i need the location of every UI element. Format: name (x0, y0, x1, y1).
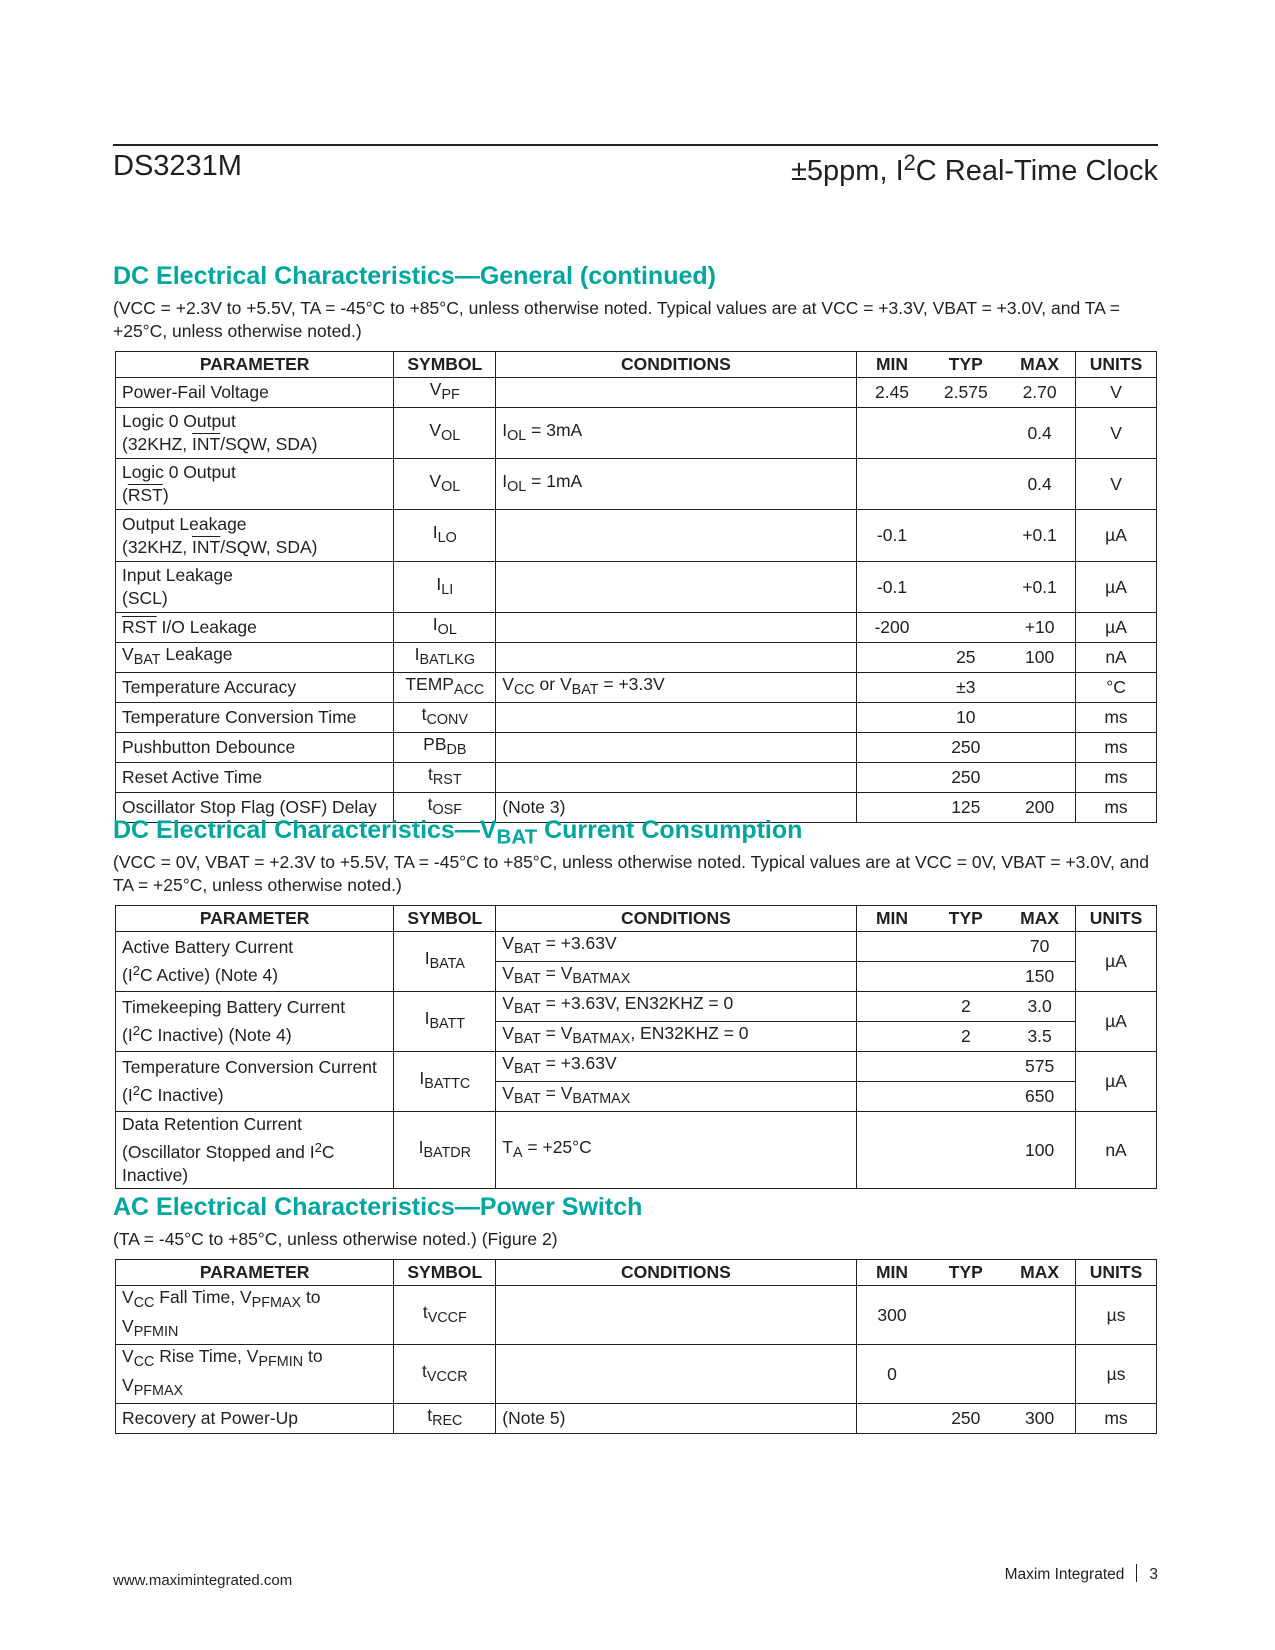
conditions-cell: $V_{CC}$ or $V_{BAT} = +3.3V$ (496, 673, 856, 703)
symbol-cell: $t_{RST}$ (394, 763, 496, 793)
symbol-cell: $I_{OL}$ (394, 613, 496, 643)
units-cell: ms (1076, 733, 1157, 763)
units-cell: V (1076, 459, 1157, 510)
max-cell: 575 (1004, 1052, 1075, 1082)
min-cell (856, 673, 927, 703)
typ-cell (927, 408, 1004, 459)
units-cell: µA (1076, 613, 1157, 643)
col-header-min: MIN (856, 906, 927, 932)
typ-cell (927, 1345, 1004, 1404)
max-cell: 100 (1004, 1112, 1075, 1189)
typ-cell: ±3 (927, 673, 1004, 703)
conditions-cell (496, 703, 856, 733)
table-header-row (116, 1260, 1157, 1286)
table-row (116, 1052, 1157, 1082)
conditions-cell: (Note 5) (496, 1404, 856, 1434)
conditions-cell: $T_A = +25^\circ C$ (496, 1112, 856, 1189)
table-header-row (116, 906, 1157, 932)
min-cell: -200 (856, 613, 927, 643)
max-cell: 2.70 (1004, 378, 1075, 408)
param-cell: $V_{CC}$ Fall Time, $V_{PFMAX}$ to $V_{PFMIN}$ (116, 1286, 394, 1345)
table-header-row (116, 352, 1157, 378)
section-heading-dc-general: DC Electrical Characteristics—General (continued) (113, 262, 716, 290)
col-header-max: MAX (1004, 906, 1075, 932)
max-cell: 3.0 (1004, 992, 1075, 1022)
col-header-conditions: CONDITIONS (496, 1260, 856, 1286)
symbol-cell: $V_{OL}$ (394, 459, 496, 510)
min-cell: -0.1 (856, 510, 927, 562)
conditions-cell (496, 763, 856, 793)
param-cell: Input Leakage (SCL) (116, 562, 394, 613)
min-cell (856, 962, 927, 992)
param-cell: $V_{CC}$ Rise Time, $V_{PFMIN}$ to $V_{PFMAX}$ (116, 1345, 394, 1404)
typ-cell: 2 (927, 992, 1004, 1022)
units-cell: µA (1076, 562, 1157, 613)
typ-cell (927, 932, 1004, 962)
units-cell: µs (1076, 1286, 1157, 1345)
table-row (116, 673, 1157, 703)
table-row (116, 378, 1157, 408)
typ-cell (927, 510, 1004, 562)
table-row (116, 510, 1157, 562)
max-cell: 300 (1004, 1404, 1075, 1434)
min-cell (856, 1112, 927, 1189)
conditions-cell (496, 613, 856, 643)
symbol-cell: $I_{BATLKG}$ (394, 643, 496, 673)
min-cell (856, 763, 927, 793)
col-header-min: MIN (856, 1260, 927, 1286)
min-cell (856, 1404, 927, 1434)
max-cell: 100 (1004, 643, 1075, 673)
units-cell: V (1076, 408, 1157, 459)
section-conditions-dc-vbat: (VCC = 0V, VBAT = +2.3V to +5.5V, TA = -45°C to +85°C, unless otherwise noted. Typical values are at VCC = 0V, VBAT = +3.0V, and TA = +25°C, unless otherwise noted.) (113, 852, 1149, 895)
part-number: DS3231M (113, 150, 242, 182)
param-cell: Logic 0 Output $(\overline{RST})$ (116, 459, 394, 510)
conditions-cell: $V_{BAT} = V_{BATMAX}$, EN32KHZ = 0 (496, 1022, 856, 1052)
typ-cell (927, 1112, 1004, 1189)
max-cell: 3.5 (1004, 1022, 1075, 1052)
max-cell (1004, 1286, 1075, 1345)
param-cell: Reset Active Time (116, 763, 394, 793)
symbol-cell: $t_{VCCR}$ (394, 1345, 496, 1404)
param-cell: Output Leakage (32KHZ, $\overline{INT}$/SQW, SDA) (116, 510, 394, 562)
table-dc-vbat (115, 905, 1157, 1189)
min-cell (856, 1082, 927, 1112)
conditions-cell: $V_{BAT} = +3.63V$ (496, 932, 856, 962)
conditions-cell (496, 733, 856, 763)
symbol-cell: $I_{LO}$ (394, 510, 496, 562)
col-header-symbol: SYMBOL (394, 1260, 496, 1286)
min-cell: 2.45 (856, 378, 927, 408)
section-heading-dc-vbat: DC Electrical $Characteristics—V_{BAT}$ Current Consumption (113, 816, 803, 849)
col-header-max: MAX (1004, 1260, 1075, 1286)
max-cell (1004, 673, 1075, 703)
max-cell: 150 (1004, 962, 1075, 992)
max-cell: +10 (1004, 613, 1075, 643)
col-header-parameter: PARAMETER (116, 906, 394, 932)
max-cell: 0.4 (1004, 459, 1075, 510)
conditions-cell: $I_{OL} = 1mA$ (496, 459, 856, 510)
units-cell: ms (1076, 793, 1157, 823)
units-cell: V (1076, 378, 1157, 408)
param-cell: Recovery at Power-Up (116, 1404, 394, 1434)
units-cell: µs (1076, 1345, 1157, 1404)
section-heading-ac-power: AC Electrical Characteristics—Power Switch (113, 1193, 643, 1221)
typ-cell: 250 (927, 733, 1004, 763)
col-header-min: MIN (856, 352, 927, 378)
page-title: ±5ppm, $I^2C$ Real-Time Clock (791, 150, 1158, 187)
param-cell: Temperature Accuracy (116, 673, 394, 703)
min-cell (856, 408, 927, 459)
footer-company: Maxim Integrated (1004, 1566, 1125, 1583)
param-cell: $\overline{RST}$ I/O Leakage (116, 613, 394, 643)
min-cell (856, 1052, 927, 1082)
table-row (116, 613, 1157, 643)
col-header-units: UNITS (1076, 906, 1157, 932)
col-header-units: UNITS (1076, 1260, 1157, 1286)
max-cell: 650 (1004, 1082, 1075, 1112)
max-cell (1004, 703, 1075, 733)
col-header-parameter: PARAMETER (116, 1260, 394, 1286)
max-cell (1004, 763, 1075, 793)
units-cell: µA (1076, 992, 1157, 1052)
col-header-conditions: CONDITIONS (496, 906, 856, 932)
symbol-cell: $TEMP_{ACC}$ (394, 673, 496, 703)
conditions-cell (496, 562, 856, 613)
param-cell: Power-Fail Voltage (116, 378, 394, 408)
min-cell (856, 459, 927, 510)
table-row (116, 703, 1157, 733)
table-row (116, 459, 1157, 510)
conditions-cell: $V_{BAT} = V_{BATMAX}$ (496, 962, 856, 992)
symbol-cell: $I_{BATT}$ (394, 992, 496, 1052)
min-cell (856, 703, 927, 733)
min-cell: 300 (856, 1286, 927, 1345)
units-cell: nA (1076, 643, 1157, 673)
table-row (116, 1345, 1157, 1404)
table-row (116, 562, 1157, 613)
max-cell: +0.1 (1004, 510, 1075, 562)
section-conditions-dc-general: (VCC = +2.3V to +5.5V, TA = -45°C to +85°C, unless otherwise noted. Typical values are at VCC = +3.3V, VBAT = +3.0V, and TA = +25°C, unless otherwise noted.) (113, 298, 1120, 341)
typ-cell: 2.575 (927, 378, 1004, 408)
typ-cell: 250 (927, 1404, 1004, 1434)
min-cell (856, 793, 927, 823)
typ-cell (927, 1082, 1004, 1112)
param-cell: $V_{BAT}$ Leakage (116, 643, 394, 673)
table-row (116, 1112, 1157, 1189)
footer-url-link[interactable]: www.maximintegrated.com (113, 1572, 293, 1589)
units-cell: ms (1076, 763, 1157, 793)
conditions-cell: (Note 3) (496, 793, 856, 823)
symbol-cell: $I_{BATTC}$ (394, 1052, 496, 1112)
typ-cell (927, 1286, 1004, 1345)
conditions-cell (496, 510, 856, 562)
table-row (116, 1286, 1157, 1345)
conditions-cell (496, 643, 856, 673)
units-cell: nA (1076, 1112, 1157, 1189)
min-cell: -0.1 (856, 562, 927, 613)
col-header-symbol: SYMBOL (394, 906, 496, 932)
param-cell: Timekeeping Battery Current ($I^2C$ Inactive) (Note 4) (116, 992, 394, 1052)
symbol-cell: $I_{LI}$ (394, 562, 496, 613)
typ-cell (927, 459, 1004, 510)
param-cell: Temperature Conversion Time (116, 703, 394, 733)
table-row (116, 733, 1157, 763)
table-dc-general (115, 351, 1157, 823)
symbol-cell: $I_{BATA}$ (394, 932, 496, 992)
max-cell (1004, 1345, 1075, 1404)
col-header-symbol: SYMBOL (394, 352, 496, 378)
units-cell: °C (1076, 673, 1157, 703)
footer-separator (1136, 1564, 1137, 1582)
conditions-cell (496, 378, 856, 408)
max-cell: 70 (1004, 932, 1075, 962)
symbol-cell: $t_{VCCF}$ (394, 1286, 496, 1345)
symbol-cell: $t_{REC}$ (394, 1404, 496, 1434)
conditions-cell (496, 1345, 856, 1404)
footer-page-number: 3 (1149, 1566, 1158, 1583)
typ-cell: 2 (927, 1022, 1004, 1052)
section-conditions-ac-power: (TA = -45°C to +85°C, unless otherwise noted.) (Figure 2) (113, 1229, 558, 1249)
top-rule (113, 144, 1158, 146)
table-ac-power (115, 1259, 1157, 1434)
typ-cell: 250 (927, 763, 1004, 793)
min-cell (856, 992, 927, 1022)
table-row (116, 643, 1157, 673)
symbol-cell: $PB_{DB}$ (394, 733, 496, 763)
min-cell (856, 1022, 927, 1052)
param-cell: Pushbutton Debounce (116, 733, 394, 763)
table-row (116, 1404, 1157, 1434)
typ-cell (927, 1052, 1004, 1082)
col-header-units: UNITS (1076, 352, 1157, 378)
col-header-typ: TYP (927, 1260, 1004, 1286)
conditions-cell: $I_{OL} = 3mA$ (496, 408, 856, 459)
units-cell: µA (1076, 1052, 1157, 1112)
min-cell: 0 (856, 1345, 927, 1404)
typ-cell (927, 613, 1004, 643)
col-header-typ: TYP (927, 906, 1004, 932)
min-cell (856, 932, 927, 962)
symbol-cell: $V_{PF}$ (394, 378, 496, 408)
units-cell: µA (1076, 510, 1157, 562)
table-row (116, 763, 1157, 793)
units-cell: ms (1076, 1404, 1157, 1434)
param-cell: Logic 0 Output (32KHZ, $\overline{INT}$/SQW, SDA) (116, 408, 394, 459)
conditions-cell (496, 1286, 856, 1345)
param-cell: Oscillator Stop Flag (OSF) Delay (116, 793, 394, 823)
min-cell (856, 643, 927, 673)
table-row (116, 992, 1157, 1022)
units-cell: µA (1076, 932, 1157, 992)
param-cell: Data Retention Current (Oscillator Stopped and $I^2C$ Inactive) (116, 1112, 394, 1189)
typ-cell (927, 962, 1004, 992)
col-header-parameter: PARAMETER (116, 352, 394, 378)
units-cell: ms (1076, 703, 1157, 733)
conditions-cell: $V_{BAT} = V_{BATMAX}$ (496, 1082, 856, 1112)
max-cell: 200 (1004, 793, 1075, 823)
col-header-conditions: CONDITIONS (496, 352, 856, 378)
table-row (116, 932, 1157, 962)
typ-cell: 25 (927, 643, 1004, 673)
conditions-cell: $V_{BAT} = +3.63V$, EN32KHZ = 0 (496, 992, 856, 1022)
col-header-max: MAX (1004, 352, 1075, 378)
conditions-cell: $V_{BAT} = +3.63V$ (496, 1052, 856, 1082)
footer-page-info (1005, 1564, 1158, 1584)
max-cell: +0.1 (1004, 562, 1075, 613)
max-cell: 0.4 (1004, 408, 1075, 459)
symbol-cell: $I_{BATDR}$ (394, 1112, 496, 1189)
max-cell (1004, 733, 1075, 763)
min-cell (856, 733, 927, 763)
symbol-cell: $t_{OSF}$ (394, 793, 496, 823)
typ-cell (927, 562, 1004, 613)
typ-cell: 125 (927, 793, 1004, 823)
symbol-cell: $V_{OL}$ (394, 408, 496, 459)
param-cell: Temperature Conversion Current ($I^2C$ Inactive) (116, 1052, 394, 1112)
typ-cell: 10 (927, 703, 1004, 733)
table-row (116, 408, 1157, 459)
param-cell: Active Battery Current ($I^2C$ Active) (Note 4) (116, 932, 394, 992)
symbol-cell: $t_{CONV}$ (394, 703, 496, 733)
col-header-typ: TYP (927, 352, 1004, 378)
